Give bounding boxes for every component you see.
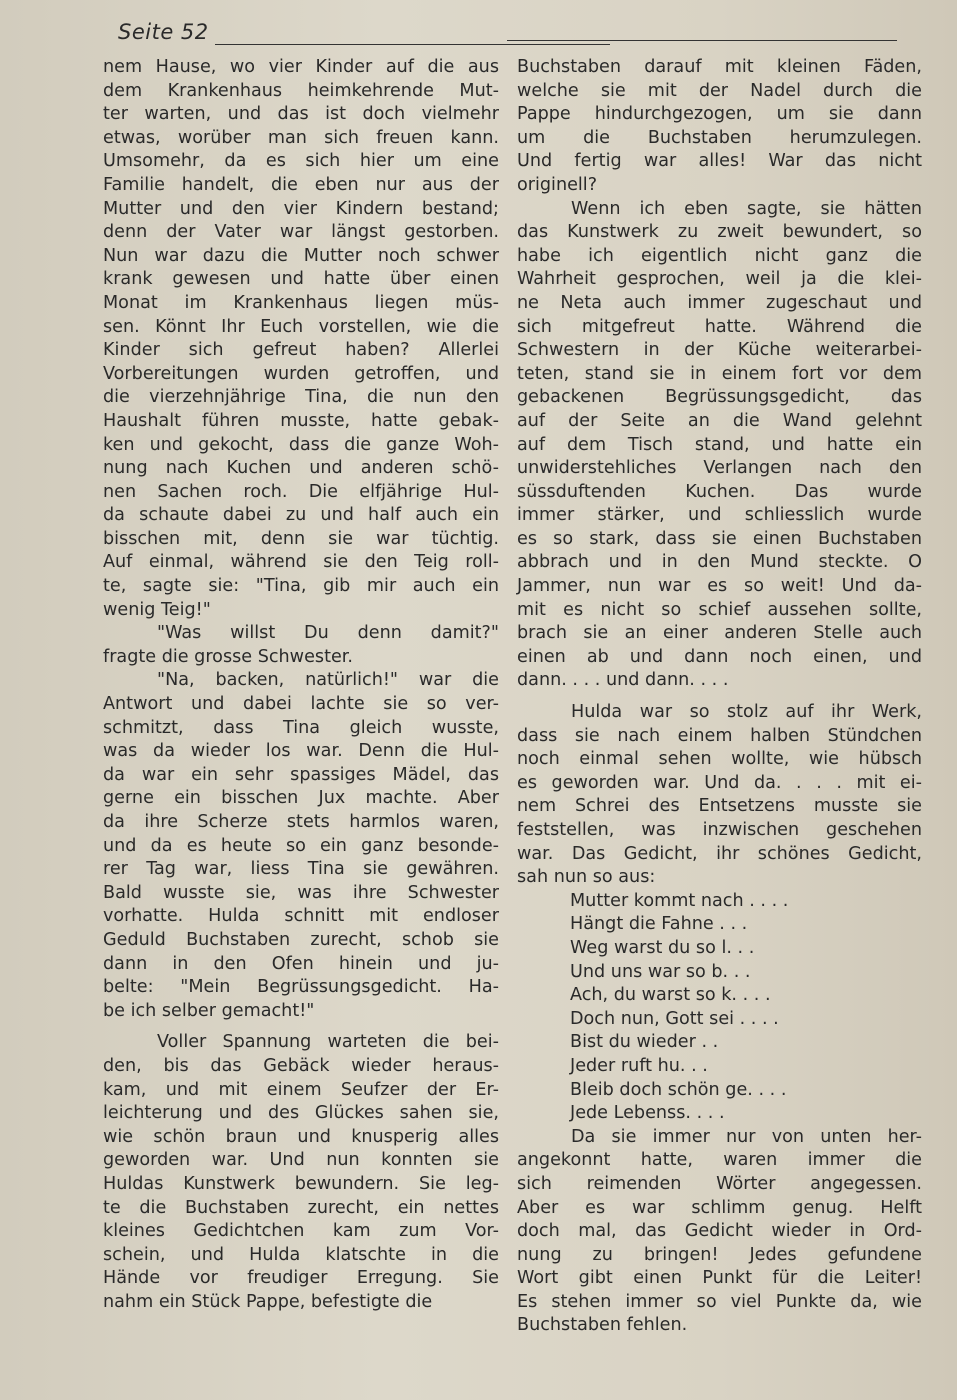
text-line: nem Schrei des Entsetzens musste sie <box>517 796 922 817</box>
page-number: Seite 52 <box>118 20 209 44</box>
text-line: Wenn ich eben sagte, sie hätten <box>571 198 922 219</box>
text-line: da schaute dabei zu und half auch ein <box>103 505 499 526</box>
text-line: Umsomehr, da es sich hier um eine <box>103 151 499 172</box>
text-line: süssduftenden Kuchen. Das wurde <box>517 481 922 502</box>
text-line: Huldas Kunstwerk bewundern. Sie leg- <box>103 1173 499 1194</box>
text-line: teten, stand sie in einem fort vor dem <box>517 363 922 384</box>
text-line: was da wieder los war. Denn die Hul- <box>103 741 499 762</box>
text-line: Wahrheit gesprochen, weil ja die klei- <box>517 269 922 290</box>
text-line: belte: "Mein Begrüssungsgedicht. Ha- <box>103 977 499 998</box>
page-header <box>115 14 905 50</box>
text-line: schmitzt, dass Tina gleich wusste, <box>103 717 499 738</box>
text-line: bisschen mit, denn sie war tüchtig. <box>103 528 499 549</box>
text-line: dass sie nach einem halben Stündchen <box>517 725 922 746</box>
paragraph-gap <box>517 693 922 701</box>
text-line: nung nach Kuchen und anderen schö- <box>103 458 499 479</box>
text-line: kam, und mit einem Seufzer der Er- <box>103 1079 499 1100</box>
text-line: Bald wusste sie, was ihre Schwester <box>103 882 499 903</box>
header-rule-left <box>215 44 610 45</box>
poem-line: Doch nun, Gott sei . . . . <box>570 1008 779 1029</box>
text-line: Und fertig war alles! War das nicht <box>517 151 922 172</box>
text-line: be ich selber gemacht!" <box>103 1000 315 1021</box>
text-line: sich mitgefreut hatte. Während die <box>517 316 922 337</box>
text-line: unwiderstehliches Verlangen nach den <box>517 458 922 479</box>
text-line: abbrach und in den Mund steckte. O <box>517 552 922 573</box>
text-line: Haushalt führen musste, hatte gebak- <box>103 410 499 431</box>
text-line: den, bis das Gebäck wieder heraus- <box>103 1055 499 1076</box>
text-line: Mutter und den vier Kindern bestand; <box>103 198 499 219</box>
text-line: doch mal, das Gedicht wieder in Ord- <box>517 1221 922 1242</box>
text-line: kleines Gedichtchen kam zum Vor- <box>103 1221 499 1242</box>
text-line: leichterung und des Glückes sahen sie, <box>103 1103 499 1124</box>
text-line: Jammer, nun war es so weit! Und da- <box>517 576 922 597</box>
text-line: die vierzehnjährige Tina, die nun den <box>103 387 499 408</box>
text-line: das Kunstwerk zu zweit bewundert, so <box>517 222 922 243</box>
text-line: nahm ein Stück Pappe, befestigte die <box>103 1291 433 1312</box>
poem-line: Jeder ruft hu. . . <box>570 1055 708 1076</box>
text-line: Kinder sich gefreut haben? Allerlei <box>103 340 499 361</box>
text-line: und da es heute so ein ganz besonde- <box>103 835 499 856</box>
text-line: Es stehen immer so viel Punkte da, wie <box>517 1291 922 1312</box>
text-line: ne Neta auch immer zugeschaut und <box>517 292 922 313</box>
text-line: dem Krankenhaus heimkehrende Mut- <box>103 80 499 101</box>
text-line: mit es nicht so schief aussehen sollte, <box>517 599 922 620</box>
poem-line: Und uns war so b. . . <box>570 961 751 982</box>
text-line: da war ein sehr spassiges Mädel, das <box>103 764 499 785</box>
poem-line: Ach, du warst so k. . . . <box>570 985 771 1006</box>
text-line: auf der Seite an die Wand gelehnt <box>517 410 922 431</box>
text-line: wenig Teig!" <box>103 599 211 620</box>
text-line: te, sagte sie: "Tina, gib mir auch ein <box>103 576 499 597</box>
text-line: einen ab und dann noch einen, und <box>517 646 922 667</box>
text-line: um die Buchstaben herumzulegen. <box>517 127 922 148</box>
text-line: nem Hause, wo vier Kinder auf die aus <box>103 57 499 77</box>
text-line: ter warten, und das ist doch vielmehr <box>103 104 499 125</box>
text-line: sen. Könnt Ihr Euch vorstellen, wie die <box>103 316 499 337</box>
text-line: Aber es war schlimm genug. Helft <box>517 1197 922 1218</box>
text-line: Da sie immer nur von unten her- <box>571 1126 922 1147</box>
text-line: geworden war. Und nun konnten sie <box>103 1150 499 1171</box>
text-line: Wort gibt einen Punkt für die Leiter! <box>517 1268 922 1289</box>
text-line: immer stärker, und schliesslich wurde <box>517 505 922 526</box>
paragraph-gap <box>103 1023 499 1031</box>
text-line: te die Buchstaben zurecht, ein nettes <box>103 1197 499 1218</box>
text-line: rer Tag war, liess Tina sie gewähren. <box>103 859 499 880</box>
left-text-column <box>103 56 499 1314</box>
text-line: krank gewesen und hatte über einen <box>103 269 499 290</box>
text-line: schein, und Hulda klatschte in die <box>103 1244 499 1265</box>
text-line: es geworden war. Und da. . . . mit ei- <box>517 772 922 793</box>
text-line: ken und gekocht, dass die ganze Woh- <box>103 434 499 455</box>
text-line: fragte die grosse Schwester. <box>103 646 353 667</box>
text-line: Monat im Krankenhaus liegen müs- <box>103 292 499 313</box>
text-line: gerne ein bisschen Jux machte. Aber <box>103 788 499 809</box>
poem-line: Bleib doch schön ge. . . . <box>570 1079 787 1100</box>
text-line: angekonnt hatte, waren immer die <box>517 1150 922 1171</box>
text-line: Antwort und dabei lachte sie so ver- <box>103 694 499 715</box>
text-line: Buchstaben fehlen. <box>517 1315 688 1336</box>
poem-line: Bist du wieder . . <box>570 1032 719 1053</box>
text-line: "Was willst Du denn damit?" <box>157 623 499 644</box>
text-line: Nun war dazu die Mutter noch schwer <box>103 245 499 266</box>
text-line: Auf einmal, während sie den Teig roll- <box>103 552 499 573</box>
text-line: Schwestern in der Küche weiterarbei- <box>517 340 922 361</box>
text-line: denn der Vater war längst gestorben. <box>103 222 499 243</box>
poem-line: Mutter kommt nach . . . . <box>570 890 789 911</box>
text-line: gebackenen Begrüssungsgedicht, das <box>517 387 922 408</box>
poem-line: Jede Lebenss. . . . <box>570 1103 725 1124</box>
text-line: "Na, backen, natürlich!" war die <box>157 670 499 691</box>
text-line: noch einmal sehen wollte, wie hübsch <box>517 749 922 770</box>
text-line: Voller Spannung warteten die bei- <box>157 1032 499 1053</box>
poem-line: Hängt die Fahne . . . <box>570 914 748 935</box>
text-line: war. Das Gedicht, ihr schönes Gedicht, <box>517 843 922 864</box>
text-line: Buchstaben darauf mit kleinen Fäden, <box>517 57 922 77</box>
text-line: sah nun so aus: <box>517 867 656 888</box>
text-line: etwas, worüber man sich freuen kann. <box>103 127 499 148</box>
text-line: dann in den Ofen hinein und ju- <box>103 953 499 974</box>
header-rule-right <box>507 40 897 41</box>
text-line: Geduld Buchstaben zurecht, schob sie <box>103 929 499 950</box>
text-line: nen Sachen roch. Die elfjährige Hul- <box>103 481 499 502</box>
poem-line: Weg warst du so l. . . <box>570 937 755 958</box>
text-line: brach sie an einer anderen Stelle auch <box>517 623 922 644</box>
text-line: auf dem Tisch stand, und hatte ein <box>517 434 922 455</box>
text-line: welche sie mit der Nadel durch die <box>517 80 922 101</box>
right-text-column <box>517 56 922 1338</box>
text-line: Vorbereitungen wurden getroffen, und <box>103 363 499 384</box>
text-line: sich reimenden Wörter angegessen. <box>517 1173 922 1194</box>
text-line: Hulda war so stolz auf ihr Werk, <box>571 702 922 723</box>
text-line: da ihre Scherze stets harmlos waren, <box>103 812 499 832</box>
text-line: Hände vor freudiger Erregung. Sie <box>103 1268 499 1289</box>
text-line: Familie handelt, die eben nur aus der <box>103 174 499 195</box>
text-line: nung zu bringen! Jedes gefundene <box>517 1244 922 1265</box>
text-line: feststellen, was inzwischen geschehen <box>517 820 922 840</box>
text-line: vorhatte. Hulda schnitt mit endloser <box>103 906 499 927</box>
text-line: habe ich eigentlich nicht ganz die <box>517 245 922 266</box>
text-line: Pappe hindurchgezogen, um sie dann <box>517 104 922 125</box>
text-line: dann. . . . und dann. . . . <box>517 670 729 691</box>
text-line: wie schön braun und knusperig alles <box>103 1126 499 1147</box>
text-line: es so stark, dass sie einen Buchstaben <box>517 528 922 549</box>
text-line: originell? <box>517 174 598 195</box>
